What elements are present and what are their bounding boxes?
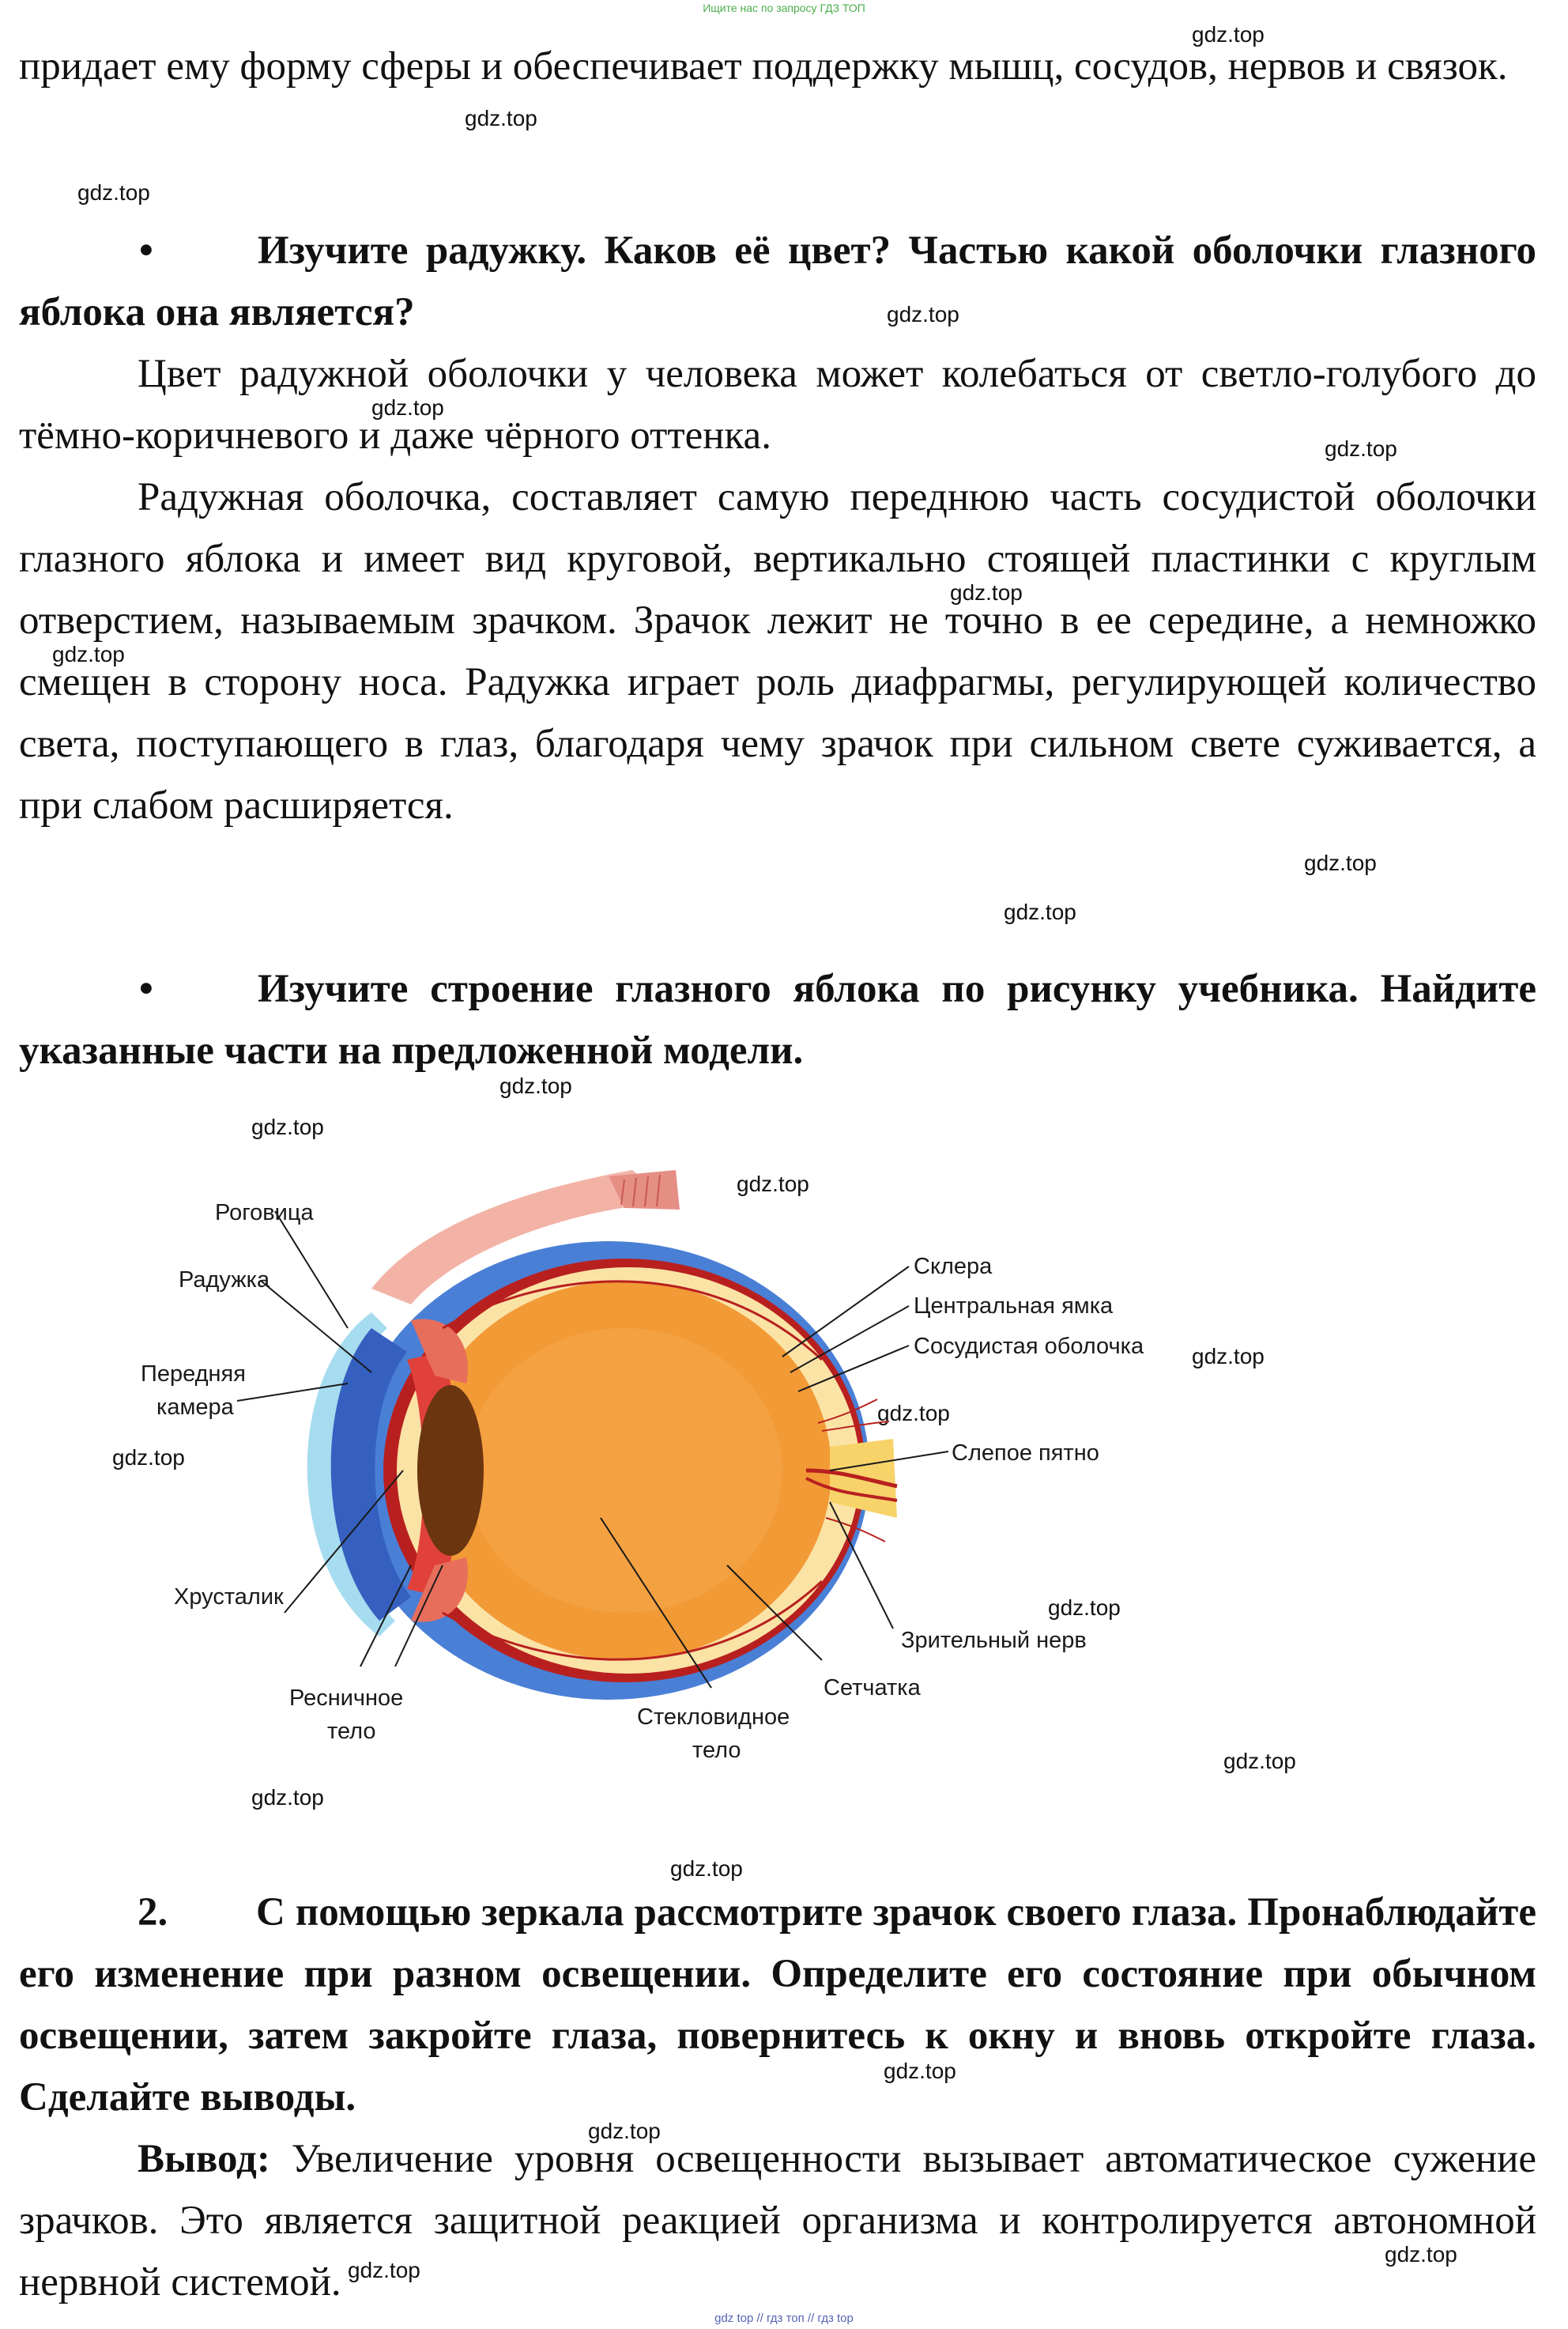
leader-cornea xyxy=(275,1211,348,1328)
watermark: gdz.top xyxy=(588,2119,661,2143)
leader-sclera xyxy=(782,1266,909,1357)
label-blind-spot: Слепое пятно xyxy=(952,1440,1099,1466)
watermark: gdz.top xyxy=(77,180,150,205)
watermark: gdz.top xyxy=(1325,436,1397,461)
bullet: • xyxy=(139,228,153,273)
label-cornea: Роговица xyxy=(215,1200,314,1225)
label-sclera: Склера xyxy=(914,1254,993,1279)
watermark: gdz.top xyxy=(737,1172,809,1196)
conclusion-label: Вывод: xyxy=(138,2137,270,2181)
conclusion xyxy=(19,2128,1536,2313)
label-iris: Радужка xyxy=(179,1267,270,1293)
question-iris-text: Изучите радужку. Каков её цвет? Частью какой оболочки глазного яблока она является? xyxy=(19,228,1536,334)
label-choroid: Сосудистая оболочка xyxy=(914,1334,1144,1359)
bottom-banner: gdz top // гдз топ // гдз top xyxy=(714,2312,854,2325)
label-vitreous-2: тело xyxy=(692,1738,741,1763)
question-iris xyxy=(19,220,1536,343)
paragraph-sclera-end: придает ему форму сферы и обеспечивает поддержку мышц, сосудов, нервов и связок. xyxy=(19,44,1508,89)
watermark: gdz.top xyxy=(1192,22,1265,47)
task-2-text: С помощью зеркала рассмотрите зрачок своего глаза. Пронаблюдайте его изменение при разном освещении. Определите его состояние при обычном освещении, затем закройте глаза, повернитесь к окну и вновь откройте глаза. Сделайте выводы. xyxy=(19,1890,1536,2120)
watermark: gdz.top xyxy=(52,642,125,666)
label-anterior-chamber-1: Передняя xyxy=(141,1361,246,1387)
watermark: gdz.top xyxy=(465,106,537,130)
watermark: gdz.top xyxy=(887,302,959,327)
label-ciliary-2: тело xyxy=(327,1719,376,1744)
watermark: gdz.top xyxy=(251,1115,324,1139)
watermark: gdz.top xyxy=(877,1401,950,1425)
conclusion-text: Увеличение уровня освещенности вызывает автоматическое сужение зрачков. Это является защитной реакцией организма и контролируется автономной нервной системой. xyxy=(19,2137,1536,2304)
task-2 xyxy=(19,1882,1536,2128)
watermark: gdz.top xyxy=(251,1785,324,1810)
watermark: gdz.top xyxy=(950,580,1023,605)
watermark: gdz.top xyxy=(1048,1595,1121,1620)
watermark: gdz.top xyxy=(1192,1344,1265,1368)
question-eye-structure xyxy=(19,958,1536,1081)
watermark: gdz.top xyxy=(670,1856,743,1881)
watermark: gdz.top xyxy=(1385,2242,1457,2267)
leader-iris xyxy=(261,1281,371,1372)
label-retina: Сетчатка xyxy=(824,1675,921,1701)
label-vitreous-1: Стекловидное xyxy=(637,1704,790,1730)
label-fovea: Центральная ямка xyxy=(914,1293,1114,1319)
bullet: • xyxy=(139,967,153,1011)
lens-shape xyxy=(417,1385,484,1556)
question-eye-structure-text: Изучите строение глазного яблока по рисунку учебника. Найдите указанные части на предложенной модели. xyxy=(19,967,1536,1073)
watermark: gdz.top xyxy=(1223,1749,1296,1773)
watermark: gdz.top xyxy=(348,2258,420,2282)
watermark: gdz.top xyxy=(884,2059,956,2083)
watermark: gdz.top xyxy=(1004,900,1076,924)
paragraph-iris-description: Радужная оболочка, составляет самую переднюю часть сосудистой оболочки глазного яблока и имеет вид круговой, вертикально стоящей пластинки с круглым отверстием, называемым зрачком. Зрачок лежит не точно в ее середине, а немножко смещен в сторону носа. Радужка играет роль диафрагмы, регулирующей количество света, поступающего в глаз, благодаря чему зрачок при сильном свете суживается, а при слабом расширяется. xyxy=(19,475,1536,828)
label-optic-nerve: Зрительный нерв xyxy=(901,1628,1087,1653)
top-banner: Ищите нас по запросу ГДЗ ТОП xyxy=(703,2,865,14)
label-ciliary-1: Ресничное xyxy=(289,1685,404,1711)
watermark: gdz.top xyxy=(371,395,444,420)
task-number: 2. xyxy=(138,1890,168,1935)
paragraph-iris-color: Цвет радужной оболочки у человека может колебаться от светло-голубого до тёмно-коричневого и даже чёрного оттенка. xyxy=(19,352,1536,458)
watermark: gdz.top xyxy=(1304,851,1377,875)
watermark: gdz.top xyxy=(499,1074,572,1098)
watermark: gdz.top xyxy=(112,1445,185,1470)
eye-diagram xyxy=(0,1123,1568,1850)
label-lens: Хрусталик xyxy=(174,1584,284,1610)
label-anterior-chamber-2: камера xyxy=(156,1395,234,1420)
